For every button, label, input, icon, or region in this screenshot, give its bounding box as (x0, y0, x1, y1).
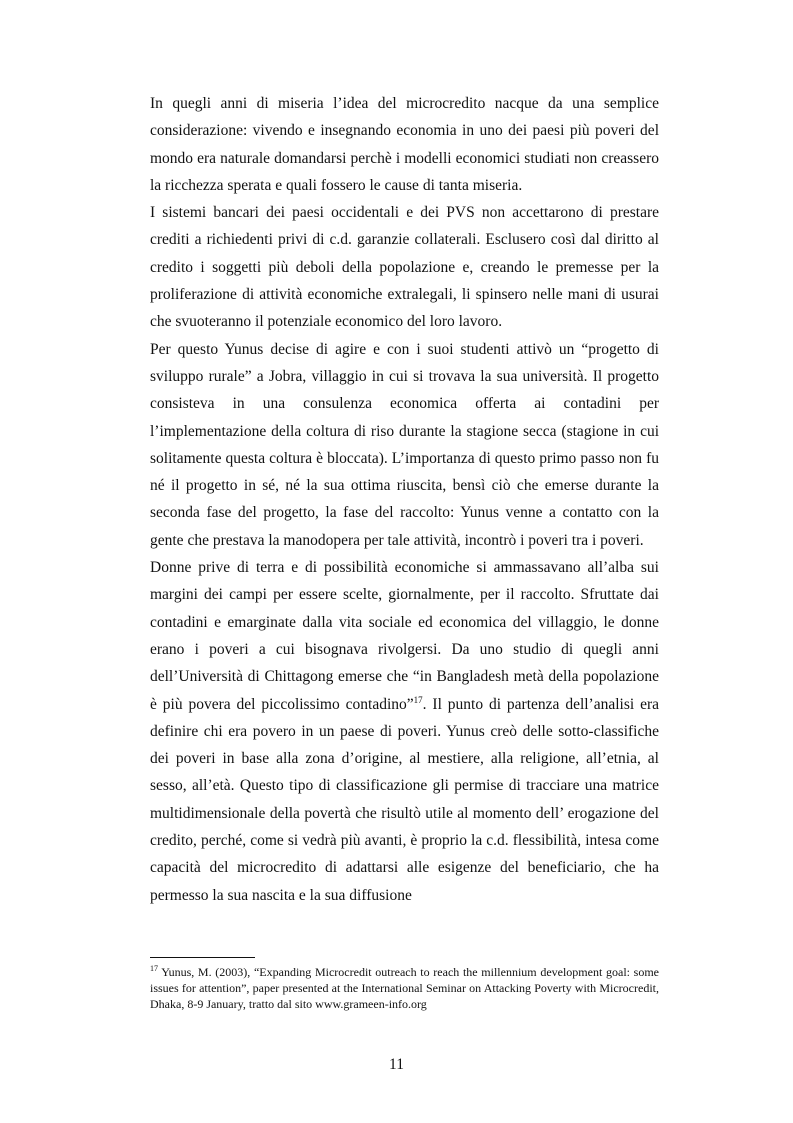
paragraph-4 (150, 554, 659, 909)
body-text (150, 90, 659, 909)
paragraph-2: I sistemi bancari dei paesi occidentali e dei PVS non accettarono di prestare crediti a richiedenti privi di c.d. garanzie collaterali. Esclusero così dal diritto al credito i soggetti più deboli della popolazione e, creando le premesse per la proliferazione di attività economiche extralegali, li spinsero nelle mani di usurai che svuoteranno il potenziale economico del loro lavoro. (150, 204, 659, 331)
footnote-text: Yunus, M. (2003), “Expanding Microcredit outreach to reach the millennium development goal: some issues for attention”, paper presented at the International Seminar on Attacking Poverty with Microcredit, Dhaka, 8-9 January, tratto dal sito www.grameen-info.org (150, 965, 659, 1011)
paragraph-4-text-before-ref: Donne prive di terra e di possibilità economiche si ammassavano all’alba sui margini dei campi per essere scelte, giornalmente, per il raccolto. Sfruttate dai contadini e emarginate dalla vita sociale ed economica del villaggio, le donne erano i poveri a cui bisognava rivolgersi. Da uno studio di quegli anni dell’Università di Chittagong emerse che “in Bangladesh metà della popolazione è più povera del piccolissimo contadino” (150, 559, 659, 713)
paragraph-3: Per questo Yunus decise di agire e con i suoi studenti attivò un “progetto di sviluppo rurale” a Jobra, villaggio in cui si trovava la sua università. Il progetto consisteva in una consulenza economica offerta ai contadini per l’implementazione della coltura di riso durante la stagione secca (stagione in cui solitamente questa coltura è bloccata). L’importanza di questo primo passo non fu né il progetto in sé, né la sua ottima riuscita, bensì ciò che emerse durante la seconda fase del progetto, la fase del raccolto: Yunus venne a contatto con la gente che prestava la manodopera per tale attività, incontrò i poveri tra i poveri. (150, 340, 659, 549)
page-number: 11 (389, 1056, 404, 1073)
footnote-17 (150, 964, 659, 1012)
footnote-separator (150, 957, 255, 958)
paragraph-4-text-after-ref: . Il punto di partenza dell’analisi era definire chi era povero in un paese di poveri. Yunus creò delle sotto-classifiche dei poveri in base alla zona d’origine, al mestiere, alla religione, all’etnia, al sesso, all’età. Questo tipo di classificazione gli permise di tracciare una matrice multidimensionale della povertà che risultò utile al momento dell’ erogazione del credito, perché, come si vedrà più avanti, è proprio la c.d. flessibilità, intesa come capacità del microcredito di adattarsi alle esigenze del beneficiario, che ha permesso la sua nascita e la sua diffusione (150, 695, 659, 904)
paragraph-1: In quegli anni di miseria l’idea del microcredito nacque da una semplice considerazione: vivendo e insegnando economia in uno dei paesi più poveri del mondo era naturale domandarsi perchè i modelli economici studiati non creassero la ricchezza sperata e quali fossero le cause di tanta miseria. (150, 95, 659, 194)
footnote-number: 17 (150, 964, 158, 973)
footnote-ref-17[interactable]: 17 (413, 694, 423, 705)
